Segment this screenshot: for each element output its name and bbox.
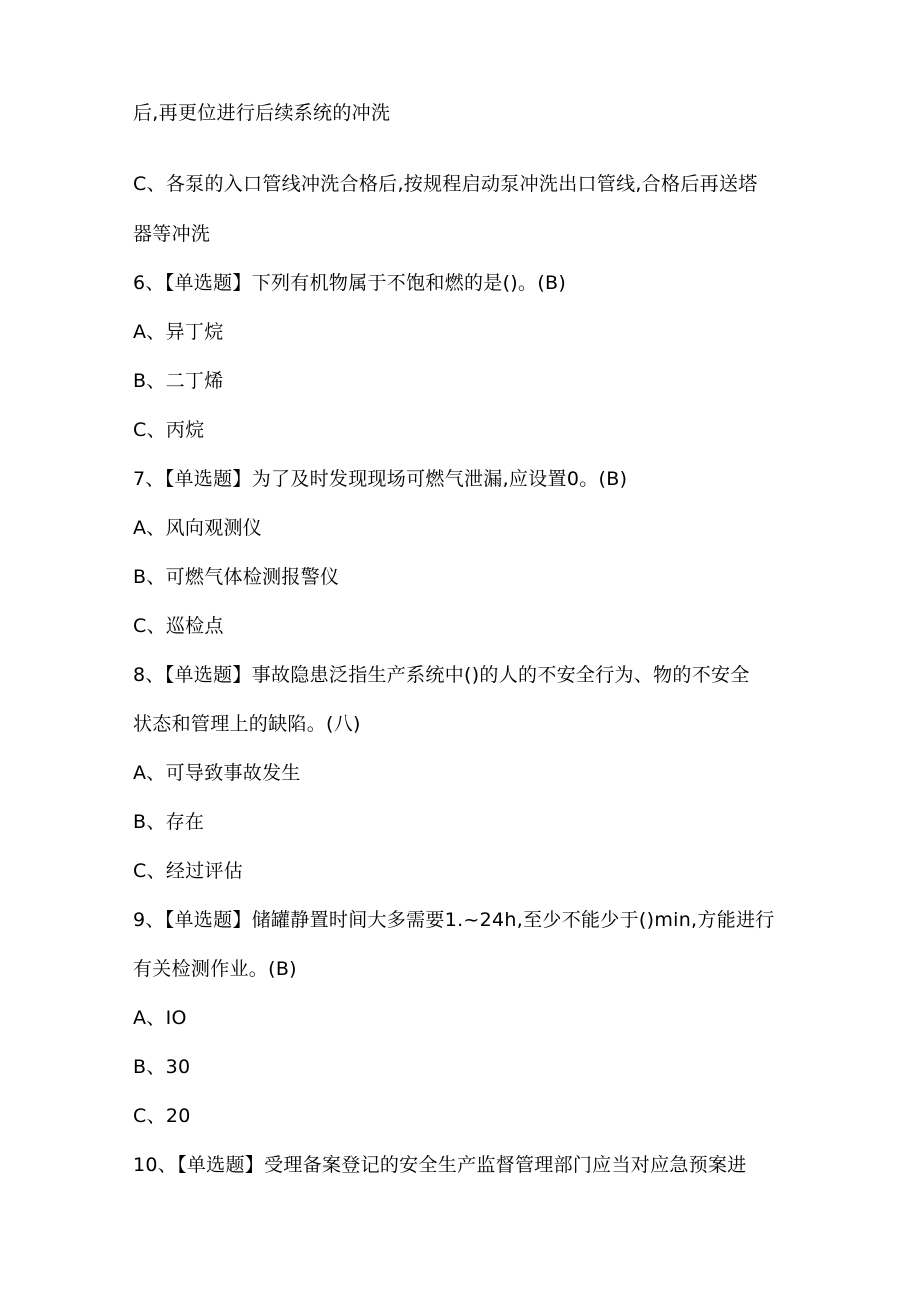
question-8: 8、【单选题】事故隐患泛指生产系统中()的人的不安全行为、物的不安全 xyxy=(133,664,750,686)
question-6-option-a: A、异丁烷 xyxy=(133,321,224,343)
question-6-option-c: C、丙烷 xyxy=(133,419,205,441)
text-line: 后,再更位进行后续系统的冲洗 xyxy=(133,102,391,124)
question-9-continued: 有关检测作业。(B) xyxy=(133,958,297,980)
question-7-option-c: C、巡检点 xyxy=(133,615,224,637)
text-line: 器等冲洗 xyxy=(133,223,211,245)
question-9-option-b: B、30 xyxy=(133,1056,191,1078)
question-7-option-b: B、可燃气体检测报警仪 xyxy=(133,566,340,588)
question-6-option-b: B、二丁烯 xyxy=(133,370,224,392)
question-8-continued: 状态和管理上的缺陷。(八) xyxy=(133,713,361,735)
question-9-option-a: A、IO xyxy=(133,1007,187,1029)
question-8-option-b: B、存在 xyxy=(133,811,205,833)
question-7-option-a: A、风向观测仪 xyxy=(133,517,263,539)
question-8-option-a: A、可导致事故发生 xyxy=(133,762,301,784)
question-6: 6、【单选题】下列有机物属于不饱和燃的是()。(B) xyxy=(133,272,567,294)
question-8-option-c: C、经过评估 xyxy=(133,860,244,882)
question-7: 7、【单选题】为了及时发现现场可燃气泄漏,应设置0。(B) xyxy=(133,468,628,490)
question-10: 10、【单选题】受理备案登记的安全生产监督管理部门应当对应急预案进 xyxy=(133,1154,747,1176)
question-9: 9、【单选题】储罐静置时间大多需要1.~24h,至少不能少于()min,方能进行 xyxy=(133,909,775,931)
question-9-option-c: C、20 xyxy=(133,1105,191,1127)
option-c-line: C、各泵的入口管线冲洗合格后,按规程启动泵冲洗出口管线,合格后再送塔 xyxy=(133,173,758,195)
